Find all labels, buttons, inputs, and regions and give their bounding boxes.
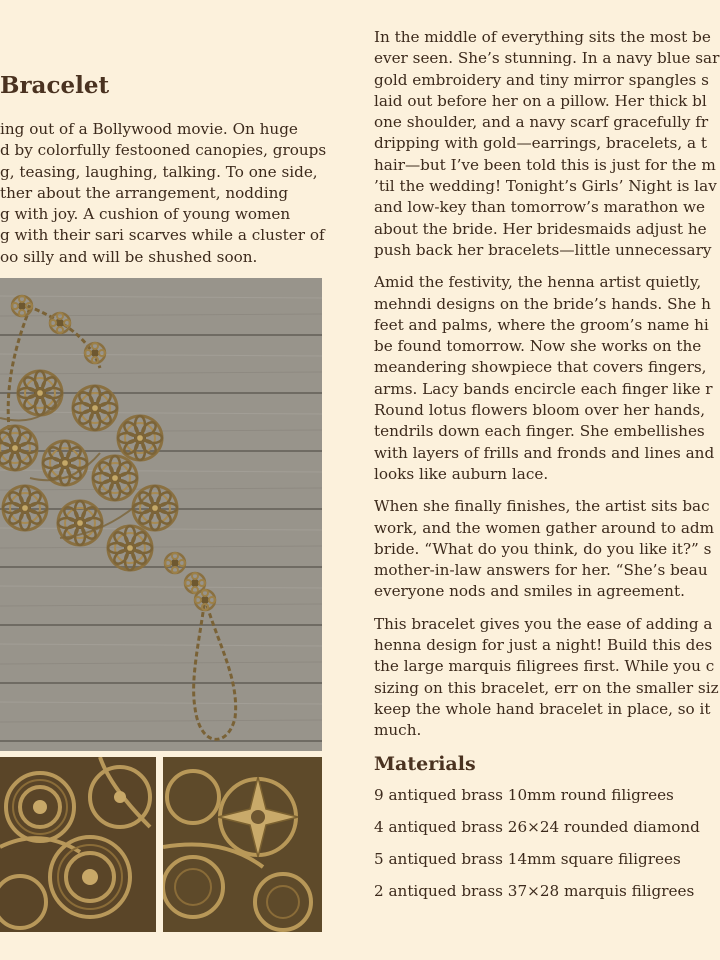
text-line: much. xyxy=(374,721,422,740)
filigree-star-illustration xyxy=(163,757,322,932)
materials-heading: Materials xyxy=(374,752,476,775)
text-line: d by colorfully festooned canopies, groups xyxy=(0,141,327,160)
text-line: g with joy. A cushion of young women xyxy=(0,205,291,224)
material-item: 4 antiqued brass 26×24 rounded diamond xyxy=(374,817,700,836)
text-line: This bracelet gives you the ease of adding a xyxy=(374,614,713,633)
text-line: tendrils down each finger. She embellishes xyxy=(374,422,705,441)
project-title: Bracelet xyxy=(0,72,110,99)
text-line: In the middle of everything sits the most be xyxy=(374,28,711,46)
text-line: push back her bracelets—little unnecessary xyxy=(374,240,712,259)
text-line: oo silly and will be shushed soon. xyxy=(0,247,258,266)
materials-list xyxy=(374,785,720,902)
text-line: the large marquis filigrees first. While you c xyxy=(374,657,715,676)
text-line: looks like auburn lace. xyxy=(374,464,549,483)
text-line: work, and the women gather around to adm xyxy=(374,518,715,537)
bracelet-illustration xyxy=(0,278,322,751)
text-line: When she finally finishes, the artist sits bac xyxy=(374,497,710,516)
text-line: everyone nods and smiles in agreement. xyxy=(374,582,685,601)
text-line: g, teasing, laughing, talking. To one side, xyxy=(0,162,318,181)
material-item: 5 antiqued brass 14mm square filigrees xyxy=(374,849,681,868)
text-line: Amid the festivity, the henna artist quietly, xyxy=(374,273,702,292)
text-line: ing out of a Bollywood movie. On huge xyxy=(0,120,298,138)
text-line: with layers of frills and fronds and lines and xyxy=(374,443,715,462)
text-line: one shoulder, and a navy scarf gracefully fr xyxy=(374,113,709,132)
body-text-column xyxy=(374,27,720,913)
filigree-closeup-illustration xyxy=(0,757,156,932)
text-line: henna design for just a night! Build this des xyxy=(374,636,713,655)
filigree-star-detail-photo xyxy=(163,757,322,932)
text-line: bride. “What do you think, do you like it?” s xyxy=(374,539,712,558)
text-line: laid out before her on a pillow. Her thick bl xyxy=(374,91,707,110)
instructions-paragraph xyxy=(374,614,720,742)
text-line: and low-key than tomorrow’s marathon we xyxy=(374,198,705,217)
story-paragraph xyxy=(374,27,720,261)
text-line: be found tomorrow. Now she works on the xyxy=(374,337,702,356)
text-line: ’til the wedding! Tonight’s Girls’ Night is lav xyxy=(374,177,717,196)
bracelet-photo xyxy=(0,278,322,751)
intro-paragraph xyxy=(0,119,340,268)
material-item: 9 antiqued brass 10mm round filigrees xyxy=(374,785,674,804)
text-line: feet and palms, where the groom’s name hi xyxy=(374,315,709,334)
text-line: mother-in-law answers for her. “She’s beau xyxy=(374,561,708,580)
text-line: Round lotus flowers bloom over her hands, xyxy=(374,401,706,420)
text-line: gold embroidery and tiny mirror spangles s xyxy=(374,70,709,89)
filigree-detail-photo xyxy=(0,757,156,932)
finish-paragraph xyxy=(374,496,720,602)
text-line: about the bride. Her bridesmaids adjust he xyxy=(374,219,707,238)
text-line: g with their sari scarves while a cluster of xyxy=(0,226,325,245)
text-line: arms. Lacy bands encircle each finger like r xyxy=(374,379,713,398)
text-line: hair—but I’ve been told this is just for the m xyxy=(374,155,716,174)
text-line: sizing on this bracelet, err on the smaller siz xyxy=(374,678,719,697)
text-line: keep the whole hand bracelet in place, so it xyxy=(374,699,711,718)
text-line: mehndi designs on the bride’s hands. She h xyxy=(374,294,711,313)
material-item: 2 antiqued brass 37×28 marquis filigrees xyxy=(374,881,695,900)
henna-paragraph xyxy=(374,272,720,485)
text-line: meandering showpiece that covers fingers, xyxy=(374,358,707,377)
text-line: ever seen. She’s stunning. In a navy blue sar xyxy=(374,49,720,68)
text-line: ther about the arrangement, nodding xyxy=(0,183,289,202)
text-line: dripping with gold—earrings, bracelets, a t xyxy=(374,134,707,153)
